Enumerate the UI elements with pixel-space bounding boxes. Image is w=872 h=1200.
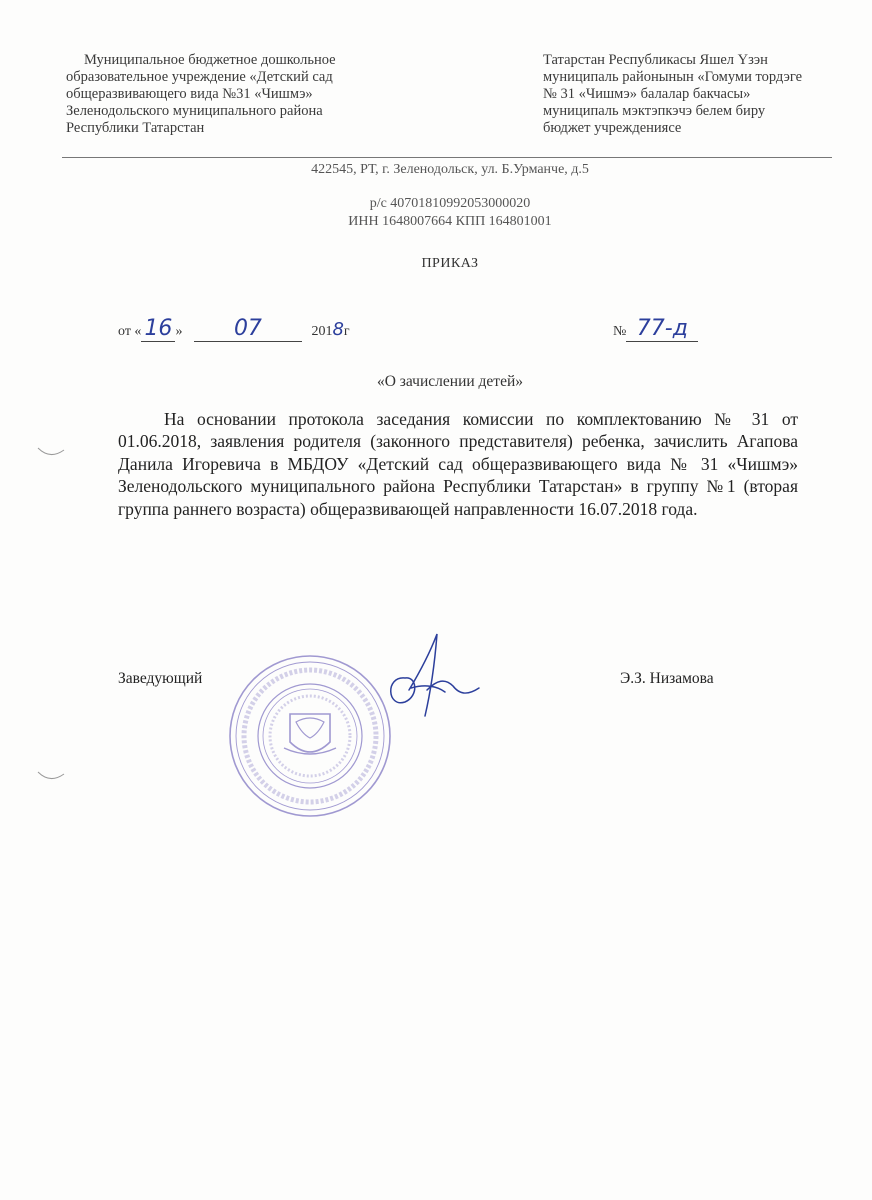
- order-body-paragraph: На основании протокола заседания комиссии по комплектованию № 31 от 01.06.2018, заявления родителя (законного представителя) ребенка, зачислить Агапова Данила Игоревича в МБДОУ «Детский сад общеразвивающего вида № 31 «Чишмэ» Зеленодольского муниципального района Республики Татарстан» в группу №1 (вторая группа раннего возраста) общеразвивающей направленности 16.07.2018 года.: [118, 409, 798, 519]
- header-left-line: общеразвивающего вида №31 «Чишмэ»: [66, 86, 313, 102]
- date-day-field: [141, 316, 175, 342]
- order-title: ПРИКАЗ: [421, 256, 479, 271]
- signatory-role: Заведующий: [118, 670, 203, 687]
- date-day-close: »: [175, 324, 183, 339]
- order-date: [118, 316, 350, 342]
- date-year-printed: 201: [311, 324, 333, 339]
- official-seal-stamp: [226, 652, 394, 820]
- date-month-field: [194, 316, 302, 342]
- date-year-suffix: г: [343, 324, 350, 339]
- header-left-line: Зеленодольского муниципального района: [66, 103, 323, 119]
- number-prefix: №: [613, 324, 627, 339]
- number-value: 77-д: [636, 316, 688, 341]
- order-body: [118, 408, 798, 520]
- date-day: 16: [144, 316, 173, 341]
- number-field: [626, 316, 698, 342]
- account-line: р/с 40701810992053000020: [369, 196, 531, 211]
- header-right-line: бюджет учреждениясе: [543, 120, 682, 136]
- header-right-line: № 31 «Чишмэ» балалар бакчасы»: [543, 86, 751, 102]
- header-right-line: муниципаль мэктэпкэчэ белем биру: [543, 103, 766, 119]
- header-left-line: Муниципальное бюджетное дошкольное: [84, 52, 336, 68]
- header-divider: [62, 157, 832, 158]
- binder-hole-mark: [36, 768, 66, 784]
- header-right-block: [543, 52, 843, 137]
- header-right-line: муниципаль районынын «Гомуми тордэге: [543, 69, 803, 85]
- header-left-block: [66, 52, 396, 137]
- date-prefix: от «: [118, 324, 142, 339]
- header-left-line: Республики Татарстан: [66, 120, 205, 136]
- handwritten-signature: [375, 630, 485, 720]
- date-year-handwritten: 8: [332, 319, 344, 340]
- order-number: [613, 316, 698, 342]
- binder-hole-mark: [36, 444, 66, 460]
- signatory-name: Э.З. Низамова: [620, 670, 714, 687]
- inn-kpp-line: ИНН 1648007664 КПП 164801001: [348, 214, 552, 229]
- order-subject: «О зачислении детей»: [376, 373, 523, 390]
- date-month: 07: [233, 316, 262, 341]
- address-line: 422545, РТ, г. Зеленодольск, ул. Б.Урманче, д.5: [311, 162, 589, 177]
- header-left-line: образовательное учреждение «Детский сад: [66, 69, 333, 85]
- header-right-line: Татарстан Республикасы Яшел Үзэн: [543, 52, 768, 68]
